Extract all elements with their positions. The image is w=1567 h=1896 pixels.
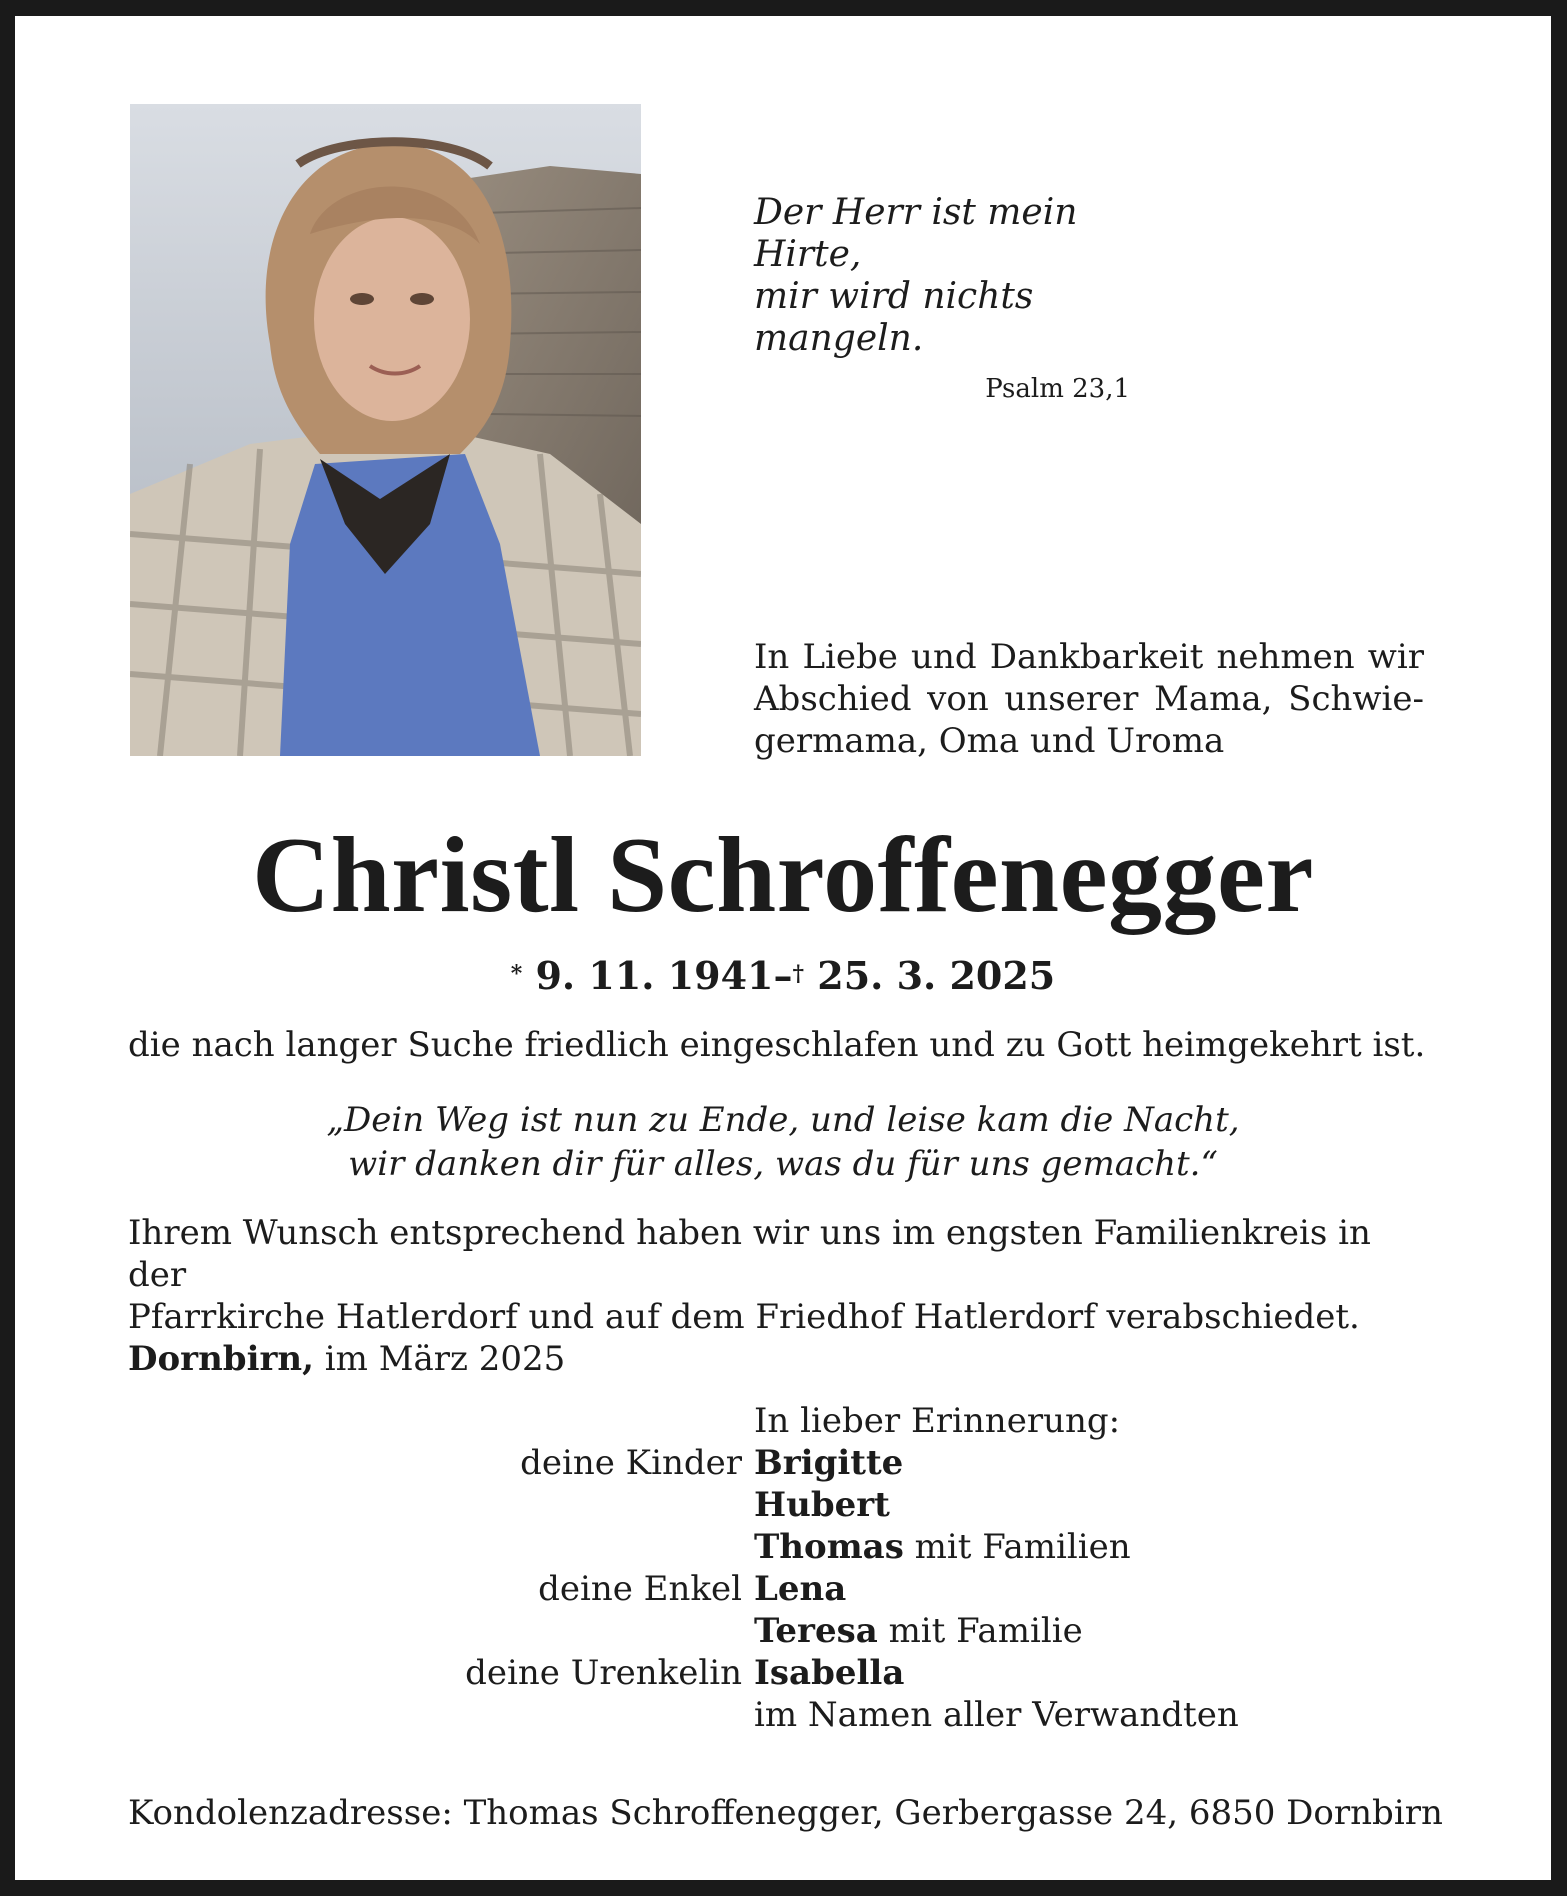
death-symbol: †	[792, 961, 805, 987]
intro-line-3: germama, Oma und Uroma	[754, 721, 1225, 761]
mourner-row	[15, 1652, 1551, 1694]
obituary-page	[15, 16, 1551, 1880]
mourner-row	[15, 1484, 1551, 1526]
birth-symbol: *	[510, 961, 523, 987]
mourners-list	[15, 1442, 1551, 1736]
mourner-suffix: mit Familien	[914, 1527, 1131, 1567]
mourner-entry	[754, 1694, 1239, 1736]
portrait-photo	[130, 104, 641, 756]
mourner-row	[15, 1694, 1551, 1736]
body-text: die nach langer Suche friedlich eingeschlafen und zu Gott heimgekehrt ist.	[128, 1025, 1426, 1065]
mourner-row	[15, 1526, 1551, 1568]
mourner-name: Isabella	[754, 1653, 905, 1693]
place-date	[128, 1338, 828, 1380]
psalm-quote	[754, 192, 1174, 404]
verse-line-1: „Dein Weg ist nun zu Ende, und leise kam die Nacht,	[326, 1100, 1240, 1140]
mourner-row	[15, 1568, 1551, 1610]
intro-line-1: In Liebe und Dankbarkeit nehmen wir	[754, 637, 1424, 677]
mourner-entry	[754, 1652, 904, 1694]
psalm-reference: Psalm 23,1	[985, 374, 1130, 404]
place-month: im März 2025	[324, 1339, 566, 1379]
birth-date: 9. 11. 1941	[535, 953, 774, 998]
mourner-name: Teresa	[754, 1611, 878, 1651]
mourner-suffix: mit Familie	[888, 1611, 1083, 1651]
mourner-name: Brigitte	[754, 1443, 904, 1483]
intro-line-2: Abschied von unserer Mama, Schwie-	[754, 679, 1424, 719]
farewell-verse	[15, 1098, 1551, 1186]
verse-line-2: wir danken dir für alles, was du für uns gemacht.“	[348, 1144, 1218, 1184]
place-city: Dornbirn,	[128, 1339, 314, 1379]
mourner-entry	[754, 1526, 1131, 1568]
mourner-row	[15, 1610, 1551, 1652]
mourner-entry	[754, 1568, 846, 1610]
mourner-entry	[754, 1484, 890, 1526]
psalm-line-1: Der Herr ist mein Hirte,	[754, 192, 1078, 275]
intro-text	[754, 636, 1424, 762]
mourner-entry	[754, 1610, 1083, 1652]
psalm-line-2: mir wird nichts mangeln.	[754, 276, 1034, 359]
mourner-entry	[754, 1442, 903, 1484]
ceremony-line-2: Pfarrkirche Hatlerdorf und auf dem Friedhof Hatlerdorf verabschiedet.	[128, 1297, 1360, 1337]
deceased-name: Christl Schroffenegger	[252, 816, 1314, 935]
portrait-illustration	[130, 104, 641, 756]
memory-heading: In lieber Erinnerung:	[754, 1401, 1121, 1441]
mourner-relation: deine Enkel	[538, 1569, 742, 1609]
condolence-address: Kondolenzadresse: Thomas Schroffenegger, Gerbergasse 24, 6850 Dornbirn	[128, 1793, 1443, 1833]
mourner-relation: deine Kinder	[520, 1443, 742, 1483]
ceremony-line-1: Ihrem Wunsch entsprechend haben wir uns im engsten Familienkreis in der	[128, 1213, 1371, 1295]
mourner-name: Lena	[754, 1569, 847, 1609]
mourner-suffix: im Namen aller Verwandten	[754, 1695, 1239, 1735]
mourner-name: Thomas	[754, 1527, 904, 1567]
date-separator: –	[773, 953, 793, 998]
mourner-name: Hubert	[754, 1485, 890, 1525]
mourner-row	[15, 1442, 1551, 1484]
death-date: 25. 3. 2025	[817, 953, 1056, 998]
ceremony-text	[128, 1212, 1438, 1338]
mourner-relation: deine Urenkelin	[465, 1653, 742, 1693]
life-dates	[15, 954, 1551, 998]
